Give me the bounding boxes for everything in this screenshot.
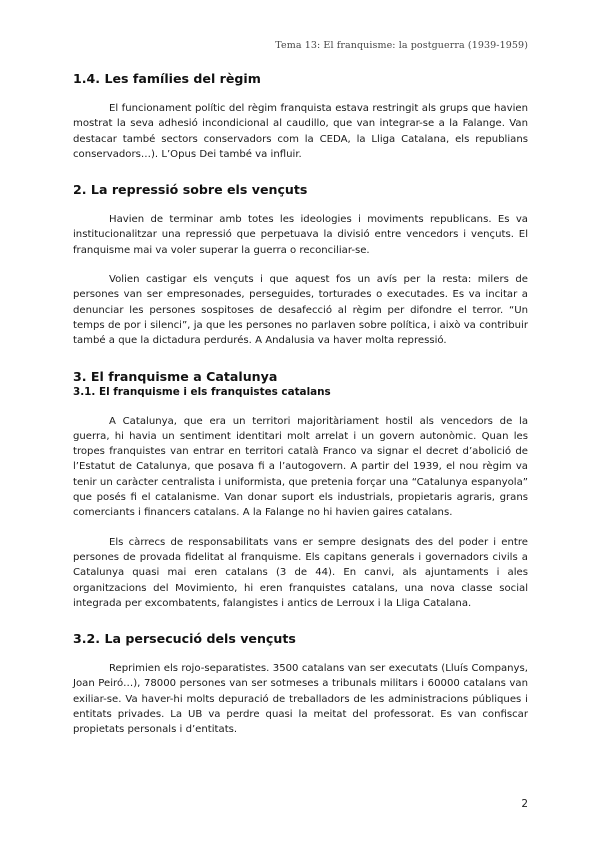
- paragraph-families: El funcionament polític del règim franquista estava restringit als grups que havien mostrat la seva adhesió incondicional al caudillo, que van integrar-se a la Falange. Van destacar també sectors conservadors com la CEDA, la Lliga Catalana, els republians conservadors…). L’Opus Dei també va influir.: [73, 103, 528, 160]
- heading-families-regim: 1.4. Les famílies del règim: [73, 71, 261, 86]
- paragraph-persecucio: Reprimien els rojo-separatistes. 3500 catalans van ser executats (Lluís Companys, Joan Peiró…), 78000 persones van ser sotmeses a tribunals militars i 60000 catalans van exiliar-se. Va haver-hi molts depuració de treballadors de les administracions públiques i entitats privades. La UB va perdre quasi la meitat del professorat. Es van confiscar propietats personals i d’entitats.: [73, 663, 528, 736]
- subheading-franquistes-catalans: 3.1. El franquisme i els franquistes catalans: [73, 385, 331, 398]
- paragraph-repressio-1: Havien de terminar amb totes les ideologies i moviments republicans. Es va institucionalitzar una repressió que perpetuava la divisió entre vencedors i vençuts. El franquisme mai va voler superar la guerra o reconciliar-se.: [73, 214, 528, 256]
- heading-persecucio: 3.2. La persecució dels vençuts: [73, 631, 296, 647]
- page-content: [73, 71, 528, 738]
- paragraph-catalunya-1: A Catalunya, que era un territori majoritàriament hostil als vencedors de la guerra, hi havia un sentiment identitari molt arrelat i un govern autonòmic. Quan les tropes franquistes van entrar en territori català Franco va signar el decret d’abolició de l’Estatut de Catalunya, que posava fi a l’autogovern. A partir del 1939, el nou règim va tenir un caràcter centralista i uniformista, que pretenia forçar una “Catalunya espanyola” que posés fi el catalanisme. Van donar suport els industrials, propietaris agraris, grans comerciants i financers catalans. A la Falange no hi havien gaires catalans.: [73, 415, 528, 519]
- paragraph-repressio-2: Volien castigar els vençuts i que aquest fos un avís per la resta: milers de persones van ser empresonades, perseguides, torturades o executades. Es va incitar a denunciar les persones sospitoses de desafecció al règim per difondre el terror. “Un temps de por i silenci”, ja que les persones no parlaven sobre política, i això va contribuir també a que la dictadura perdurés. A Andalusia va haver molta repressió.: [73, 274, 528, 347]
- running-header: Tema 13: El franquisme: la postguerra (1939-1959): [275, 40, 528, 51]
- heading-repressio: 2. La repressió sobre els vençuts: [73, 182, 308, 198]
- paragraph-catalunya-2: Els càrrecs de responsabilitats vans er sempre designats des del poder i entre persones de provada fidelitat al franquisme. Els capitans generals i governadors civils a Catalunya quasi mai eren catalans (3 de 44). En canvi, als ajuntaments i ales organitzacions del Movimiento, hi eren franquistes catalans, una nova classe social integrada per excombatents, falangistes i antics de Lerroux i la Lliga Catalana.: [73, 536, 528, 609]
- heading-franquisme-catalunya: 3. El franquisme a Catalunya: [73, 368, 278, 384]
- page-number: 2: [521, 798, 528, 810]
